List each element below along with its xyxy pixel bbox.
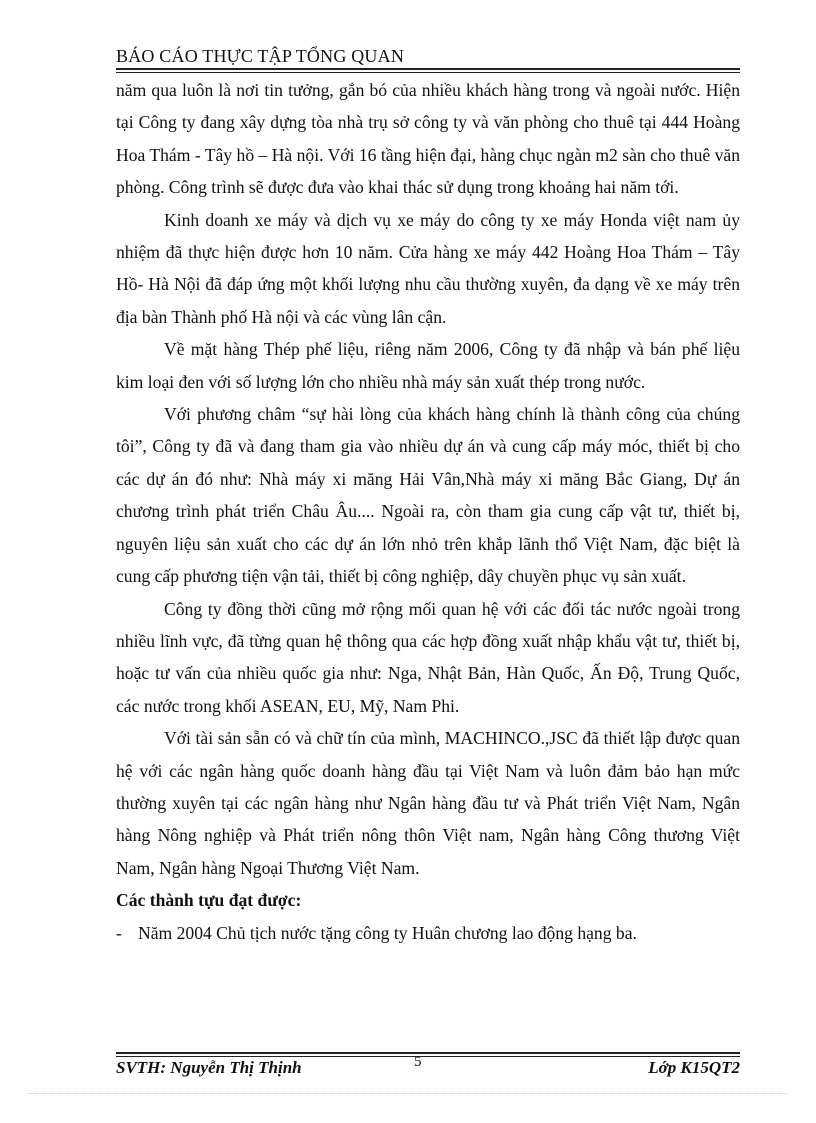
header-title: BÁO CÁO THỰC TẬP TỔNG QUAN: [116, 46, 405, 66]
footer-rule-thin: [116, 1056, 740, 1057]
achievement-list-item: [116, 917, 740, 949]
page-body: [116, 74, 740, 949]
footer-student-name: SVTH: Nguyễn Thị Thịnh: [116, 1058, 302, 1077]
footer-page-number: 5: [414, 1054, 422, 1070]
paragraph-scrap-steel: Về mặt hàng Thép phế liệu, riêng năm 2006, Công ty đã nhập và bán phế liệu kim loại đen với số lượng lớn cho nhiều nhà máy sản xuất thép trong nước.: [116, 339, 740, 392]
header-rule: [116, 68, 740, 70]
paragraph-banks: Với tài sản sẵn có và chữ tín của mình, MACHINCO.,JSC đã thiết lập được quan hệ với các ngân hàng quốc doanh hàng đầu tại Việt Nam và luôn đảm bảo hạn mức thường xuyên tại các ngân hàng như Ngân hàng đầu tư và Phát triển Việt Nam, Ngân hàng Nông nghiệp và Phát triển nông thôn Việt nam, Ngân hàng Công thương Việt Nam, Ngân hàng Ngoại Thương Việt Nam.: [116, 728, 740, 878]
achievement-text: Năm 2004 Chủ tịch nước tặng công ty Huân chương lao động hạng ba.: [138, 922, 637, 943]
bullet-marker: -: [116, 922, 122, 943]
achievements-heading: Các thành tựu đạt được:: [116, 890, 302, 911]
footer-class: Lớp K15QT2: [648, 1058, 740, 1077]
paragraph-motorbike-business: Kinh doanh xe máy và dịch vụ xe máy do công ty xe máy Honda việt nam ủy nhiệm đã thực hiện được hơn 10 năm. Cửa hàng xe máy 442 Hoàng Hoa Thám – Tây Hồ- Hà Nội đã đáp ứng một khối lượng nhu cầu thường xuyên, đa dạng về xe máy trên địa bàn Thành phố Hà nội và các vùng lân cận.: [116, 209, 740, 327]
page-bottom-dotted-rule: [28, 1093, 788, 1094]
paragraph-projects: Với phương châm “sự hài lòng của khách hàng chính là thành công của chúng tôi”, Công ty đã và đang tham gia vào nhiều dự án và cung cấp máy móc, thiết bị cho các dự án đó như: Nhà máy xi măng Hải Vân,Nhà máy xi măng Bắc Giang, Dự án chương trình phát triển Châu Âu.... Ngoài ra, còn tham gia cung cấp vật tư, thiết bị, nguyên liệu sản xuất cho các dự án lớn nhỏ trên khắp lãnh thổ Việt Nam, đặc biệt là cung cấp phương tiện vận tải, thiết bị công nghiệp, dây chuyền phục vụ sản xuất.: [116, 404, 740, 587]
footer-rule: [116, 1052, 740, 1054]
header-rule-thin: [116, 72, 740, 73]
paragraph-continued: năm qua luôn là nơi tin tưởng, gắn bó của nhiều khách hàng trong và ngoài nước. Hiện tại Công ty đang xây dựng tòa nhà trụ sở công ty và văn phòng cho thuê tại 444 Hoàng Hoa Thám - Tây hồ – Hà nội. Với 16 tầng hiện đại, hàng chục ngàn m2 sàn cho thuê văn phòng. Công trình sẽ được đưa vào khai thác sử dụng trong khoảng hai năm tới.: [116, 80, 740, 198]
paragraph-foreign-partners: Công ty đồng thời cũng mở rộng mối quan hệ với các đối tác nước ngoài trong nhiều lĩnh vực, đã từng quan hệ thông qua các hợp đồng xuất nhập khẩu vật tư, thiết bị, hoặc tư vấn của nhiều quốc gia như: Nga, Nhật Bản, Hàn Quốc, Ấn Độ, Trung Quốc, các nước trong khối ASEAN, EU, Mỹ, Nam Phi.: [116, 598, 740, 716]
